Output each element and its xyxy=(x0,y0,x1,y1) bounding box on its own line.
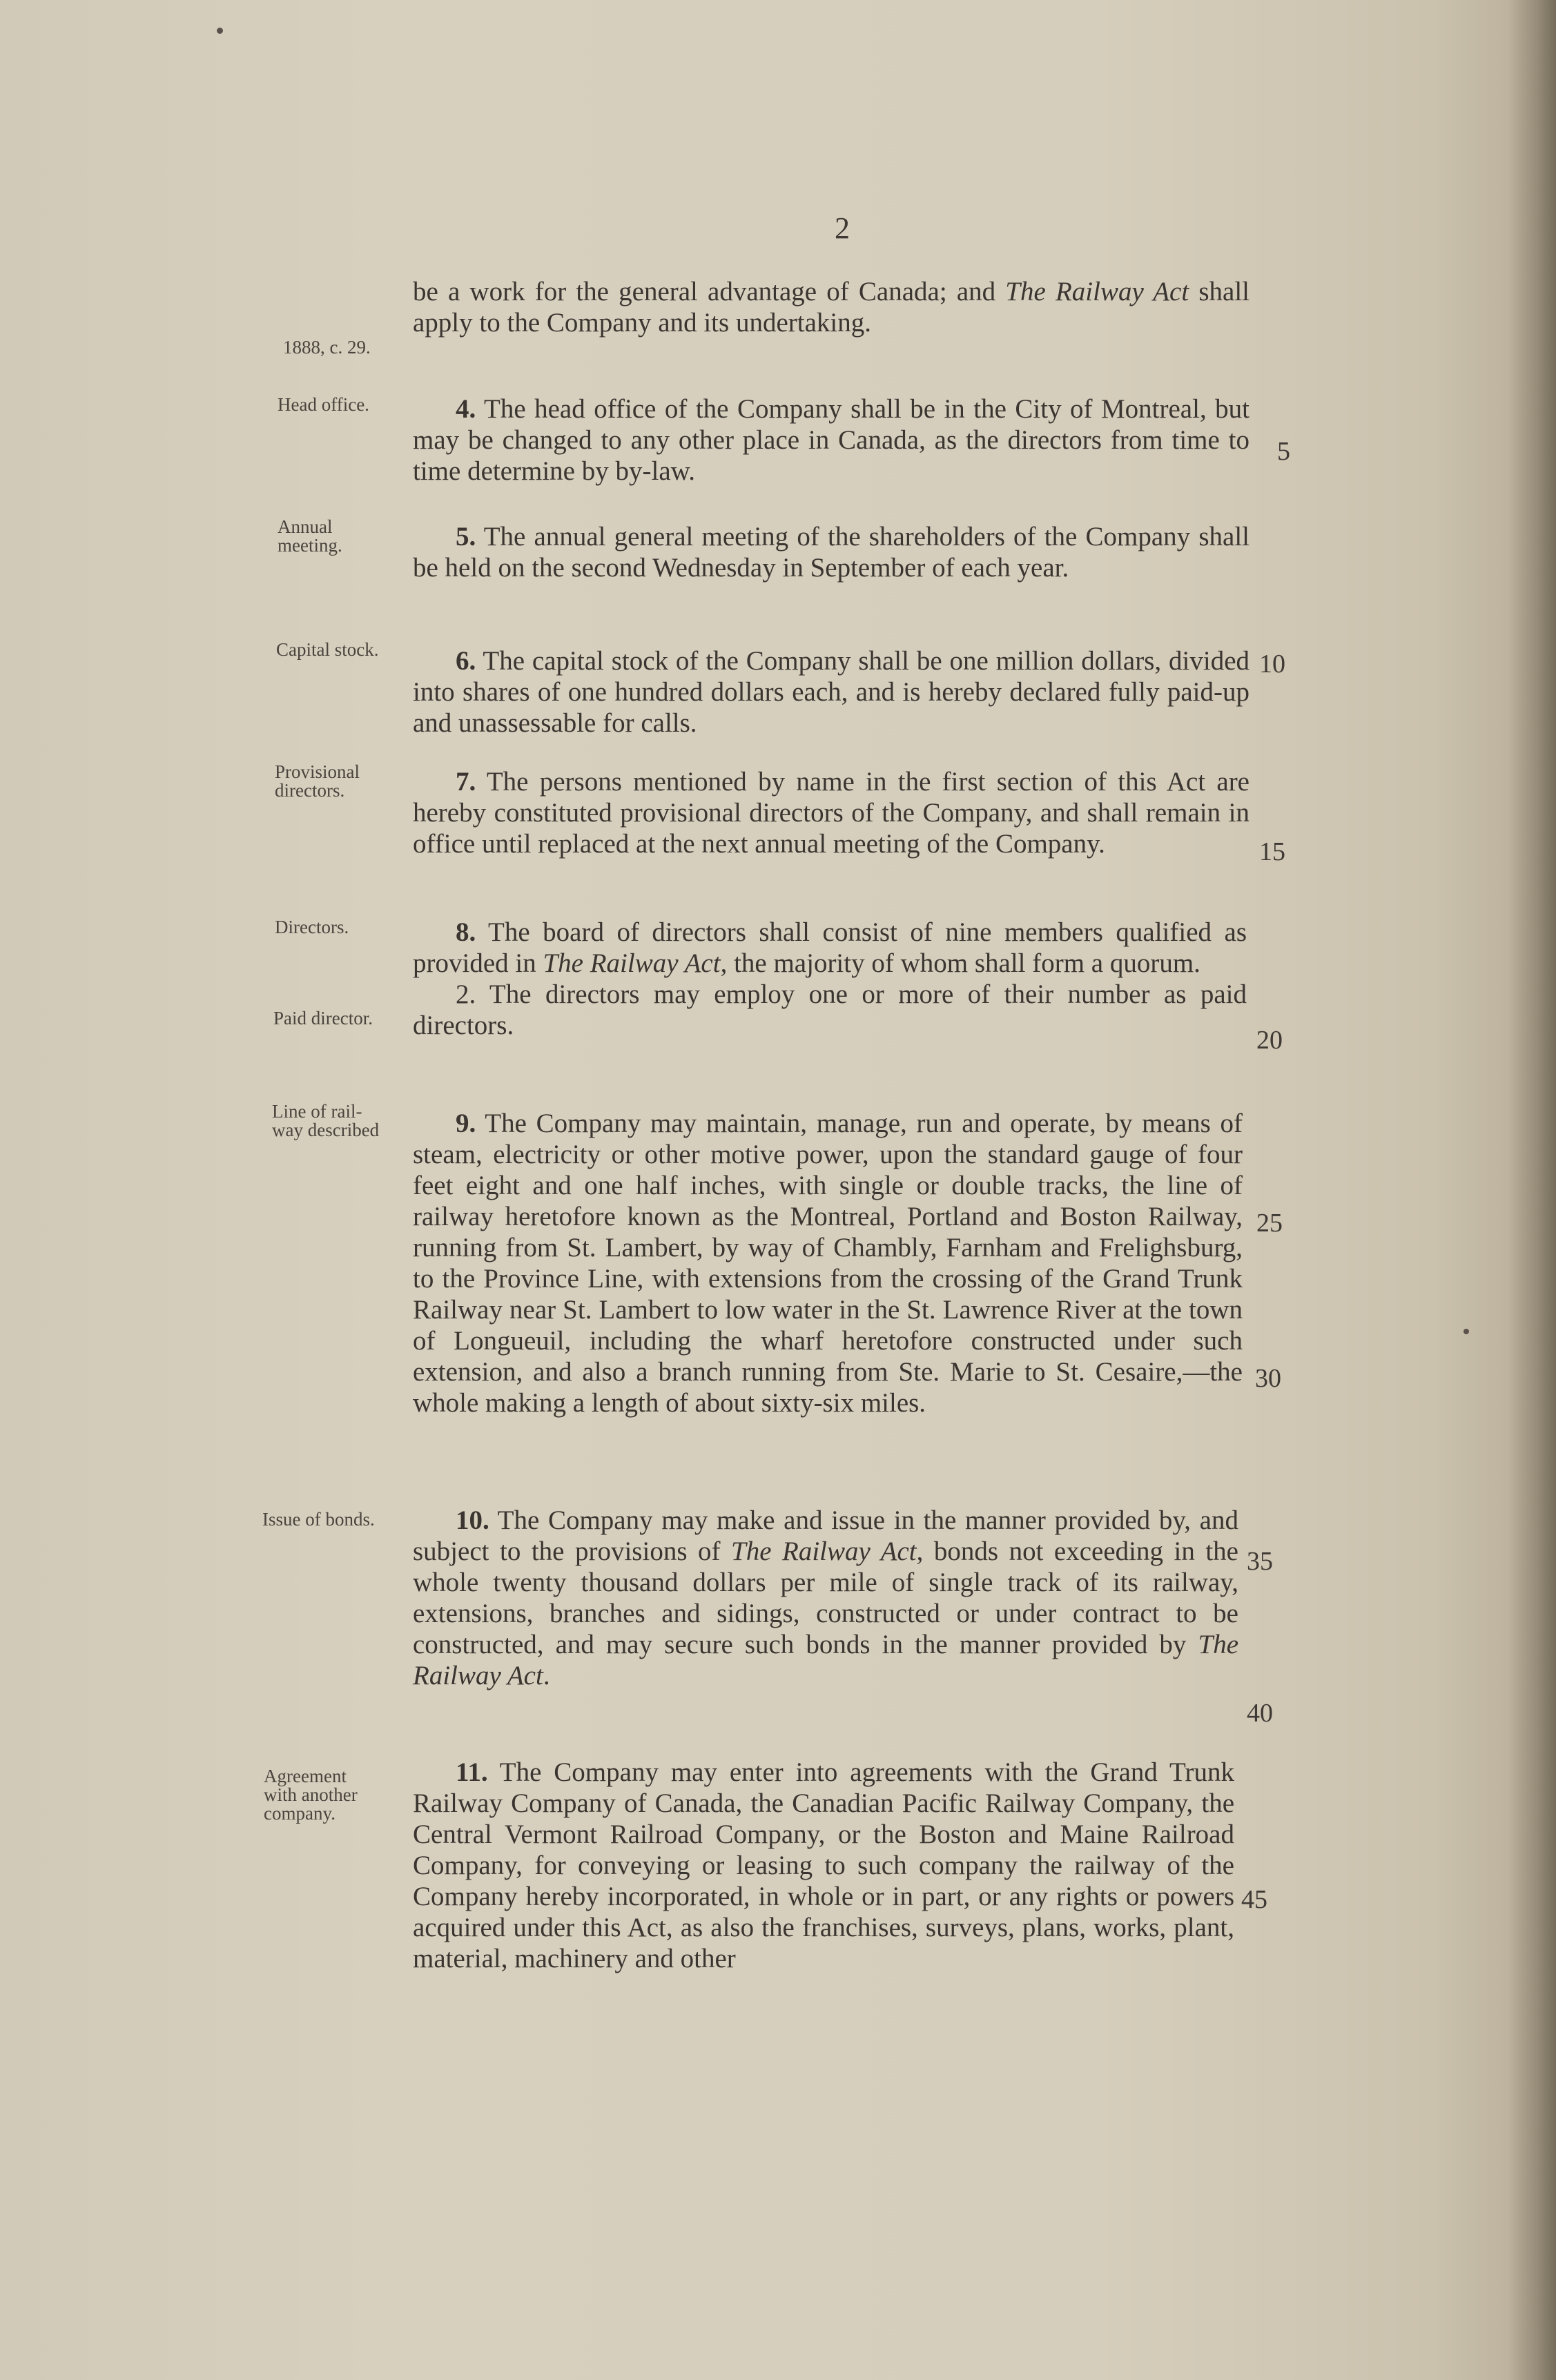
section-text: , bonds not exceeding in the whole twenty thousand dollars per mile of single track of its railway, extensions, branches and sidings, constructed or under contract to be constructed, and may secure such bonds in the manner provided by xyxy=(413,1537,1238,1659)
margin-note-capital-stock xyxy=(276,641,414,659)
section-text: The head office of the Company shall be in the City of Montreal, but may be changed to any other place in Canada, as the directors from time to time determine by by-law. xyxy=(413,394,1249,486)
margin-note-text: Annual xyxy=(278,516,333,537)
section-6 xyxy=(413,645,1249,739)
margin-note-line-of-railway xyxy=(272,1102,410,1140)
margin-note-text: Directors. xyxy=(275,917,349,937)
margin-note-citation xyxy=(283,338,421,357)
section-5 xyxy=(413,521,1249,583)
act-title: The Railway Act xyxy=(1005,277,1189,306)
section-number: 9. xyxy=(456,1109,476,1138)
margin-note-text: Agreement xyxy=(264,1766,347,1786)
section-text: The Company may make and issue in the manner provided by, and subject to the provisions of xyxy=(413,1505,1238,1566)
line-number: 15 xyxy=(1259,837,1285,866)
margin-note-paid-director xyxy=(273,1009,411,1028)
margin-note-directors xyxy=(275,918,413,937)
paper-speck xyxy=(217,28,223,34)
section-9 xyxy=(413,1108,1243,1418)
line-number: 10 xyxy=(1259,650,1285,679)
section-10 xyxy=(413,1505,1238,1691)
line-number: 45 xyxy=(1241,1885,1267,1914)
section-4 xyxy=(413,393,1249,487)
section-text: The board of directors shall consist of nine members qualified as provided in xyxy=(413,917,1247,978)
section-text: The persons mentioned by name in the first section of this Act are hereby constituted provisional directors of the Company, and shall remain in office until replaced at the next annual meeting of the Company. xyxy=(413,767,1249,859)
margin-note-text: Provisional xyxy=(275,761,360,782)
line-number: 25 xyxy=(1256,1209,1283,1238)
section-number: 6. xyxy=(456,646,476,676)
section-text: The annual general meeting of the shareholders of the Company shall be held on the second Wednesday in September of each year. xyxy=(413,522,1249,583)
line-number: 35 xyxy=(1247,1547,1273,1576)
section-text: The capital stock of the Company shall be one million dollars, divided into shares of one hundred dollars each, and is hereby declared fully paid-up and unassessable for calls. xyxy=(413,646,1249,738)
section-text: , the majority of whom shall form a quorum. xyxy=(720,948,1200,978)
section-number: 7. xyxy=(456,767,476,797)
section-11 xyxy=(413,1757,1234,1974)
margin-note-text: directors. xyxy=(275,780,345,801)
section-number: 11. xyxy=(456,1757,488,1787)
section-number: 8. xyxy=(456,917,476,947)
section-8 xyxy=(413,917,1247,1041)
section-text: shall apply to the Company and its undertaking. xyxy=(413,277,1249,338)
margin-note-agreement xyxy=(264,1767,402,1823)
section-number: 4. xyxy=(456,394,476,424)
margin-note-text: Head office. xyxy=(278,394,369,415)
margin-note-text: Line of rail- xyxy=(272,1101,362,1122)
act-title: The Railway Act xyxy=(731,1537,917,1566)
page-number: 2 xyxy=(835,211,850,245)
section-7 xyxy=(413,766,1249,859)
margin-note-text: Paid director. xyxy=(273,1008,373,1028)
margin-note-annual-meeting xyxy=(278,518,416,555)
margin-note-text: Issue of bonds. xyxy=(262,1509,375,1530)
margin-note-text: way described xyxy=(272,1120,380,1140)
section-text: The Company may maintain, manage, run and operate, by means of steam, electricity or other motive power, upon the standard gauge of four feet eight and one half inches, with single or double tracks, the line of railway heretofore known as the Montreal, Portland and Boston Railway, running from St. Lambert, by way of Chambly, Farnham and Frelighsburg, to the Province Line, with extensions from the crossing of the Grand Trunk Railway near St. Lambert to low water in the St. Lawrence River at the town of Longueuil, including the wharf heretofore constructed under such extension, and also a branch running from Ste. Marie to St. Cesaire,—the whole making a length of about sixty-six miles. xyxy=(413,1109,1243,1418)
section-text: be a work for the general advantage of Canada; and xyxy=(413,277,1006,306)
section-number: 10. xyxy=(456,1505,489,1535)
margin-note-text: meeting. xyxy=(278,535,342,556)
line-number: 30 xyxy=(1255,1364,1281,1393)
margin-note-text: Capital stock. xyxy=(276,639,379,660)
paper-speck xyxy=(1463,1329,1469,1334)
margin-note-text: 1888, c. 29. xyxy=(283,337,371,358)
line-number: 5 xyxy=(1277,437,1290,466)
section-3-continuation xyxy=(413,276,1249,338)
margin-note-issue-of-bonds xyxy=(262,1510,400,1529)
margin-note-text: company. xyxy=(264,1803,335,1824)
section-text: . xyxy=(543,1661,550,1690)
section-number: 5. xyxy=(456,522,476,552)
line-number: 20 xyxy=(1256,1026,1283,1055)
act-title: The Railway Act xyxy=(413,1630,1238,1690)
line-number: 40 xyxy=(1247,1699,1273,1728)
margin-note-head-office xyxy=(278,396,416,414)
margin-note-provisional-directors xyxy=(275,763,413,800)
binding-shadow xyxy=(1508,0,1556,2380)
section-text: The Company may enter into agreements with the Grand Trunk Railway Company of Canada, the Canadian Pacific Railway Company, the Central Vermont Railroad Company, or the Boston and Maine Railroad Company, for conveying or leasing to such company the railway of the Company hereby incorporated, in whole or in part, or any rights or powers acquired under this Act, as also the franchises, surveys, plans, works, plant, material, machinery and other xyxy=(413,1757,1234,1973)
margin-note-text: with another xyxy=(264,1784,358,1805)
act-title: The Railway Act xyxy=(543,948,721,978)
section-8-sub-1 xyxy=(413,917,1247,979)
section-8-sub-2: 2. The directors may employ one or more of their number as paid directors. xyxy=(413,979,1247,1040)
